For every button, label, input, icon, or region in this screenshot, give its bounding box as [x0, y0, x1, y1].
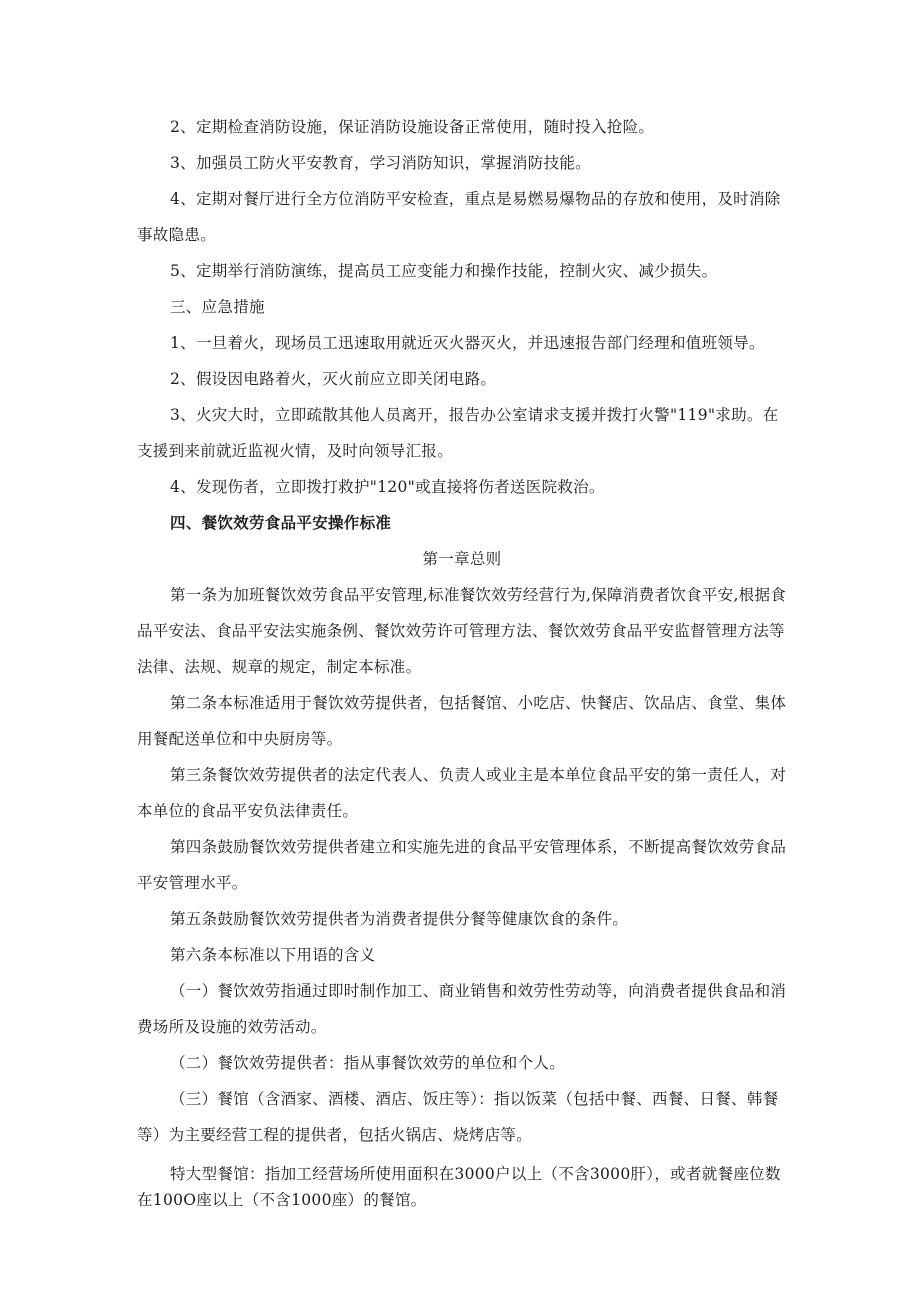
section-heading-emergency: 三、应急措施	[170, 298, 265, 316]
paragraph-fire-education: 3、加强员工防火平安教育，学习消防知识，掌握消防技能。	[170, 154, 591, 172]
definition-3: （三）餐馆（含酒家、酒楼、酒店、饭庄等）：指以饭菜（包括中餐、西餐、日餐、韩餐等）为主要经营工程的提供者，包括火锅店、烧烤店等。	[137, 1090, 779, 1144]
article-4: 第四条鼓励餐饮效劳提供者建立和实施先进的食品平安管理体系，不断提高餐饮效劳食品平安管理水平。	[137, 838, 787, 892]
paragraph-evacuate: 3、火灾大时，立即疏散其他人员离开，报告办公室请求支援并拨打火警"119"求助。在支援到来前就近监视火情，及时向领导汇报。	[137, 406, 779, 460]
section-heading-food-safety: 四、餐饮效劳食品平安操作标准	[170, 514, 392, 532]
paragraph-injured: 4、发现伤者，立即拨打救护"120"或直接将伤者送医院救治。	[170, 478, 605, 496]
paragraph-extinguish: 1、一旦着火，现场员工迅速取用就近灭火器灭火，并迅速报告部门经理和值班领导。	[170, 334, 765, 352]
article-5: 第五条鼓励餐饮效劳提供者为消费者提供分餐等健康饮食的条件。	[170, 910, 629, 928]
article-2: 第二条本标准适用于餐饮效劳提供者，包括餐馆、小吃店、快餐店、饮品店、食堂、集体用餐配送单位和中央厨房等。	[137, 694, 787, 748]
article-3: 第三条餐饮效劳提供者的法定代表人、负责人或业主是本单位食品平安的第一责任人，对本单位的食品平安负法律责任。	[137, 766, 787, 820]
definition-1: （一）餐饮效劳指通过即时制作加工、商业销售和效劳性劳动等，向消费者提供食品和消费场所及设施的效劳活动。	[137, 982, 787, 1036]
chapter-title: 第一章总则	[422, 550, 502, 568]
article-1: 第一条为加班餐饮效劳食品平安管理,标准餐饮效劳经营行为,保障消费者饮食平安,根据食品平安法、食品平安法实施条例、餐饮效劳许可管理方法、餐饮效劳食品平安监督管理方法等法律、法规、规章的规定，制定本标准。	[137, 586, 787, 676]
paragraph-fire-drill: 5、定期举行消防演练，提高员工应变能力和操作技能，控制火灾、减少损失。	[170, 262, 718, 280]
paragraph-circuit: 2、假设因电路着火，灭火前应立即关闭电路。	[170, 370, 497, 388]
definition-2: （二）餐饮效劳提供者：指从事餐饮效劳的单位和个人。	[170, 1054, 566, 1072]
paragraph-safety-inspection: 4、定期对餐厅进行全方位消防平安检查，重点是易燃易爆物品的存放和使用，及时消除事故隐患。	[137, 190, 781, 244]
article-6: 第六条本标准以下用语的含义	[170, 946, 376, 964]
definition-extra-large: 特大型餐馆：指加工经营场所使用面积在3000户以上（不含3000肝），或者就餐座位数在100O座以上（不含1000座）的餐馆。	[137, 1165, 781, 1209]
paragraph-fire-facilities: 2、定期检查消防设施，保证消防设施设备正常使用，随时投入抢险。	[170, 118, 655, 136]
